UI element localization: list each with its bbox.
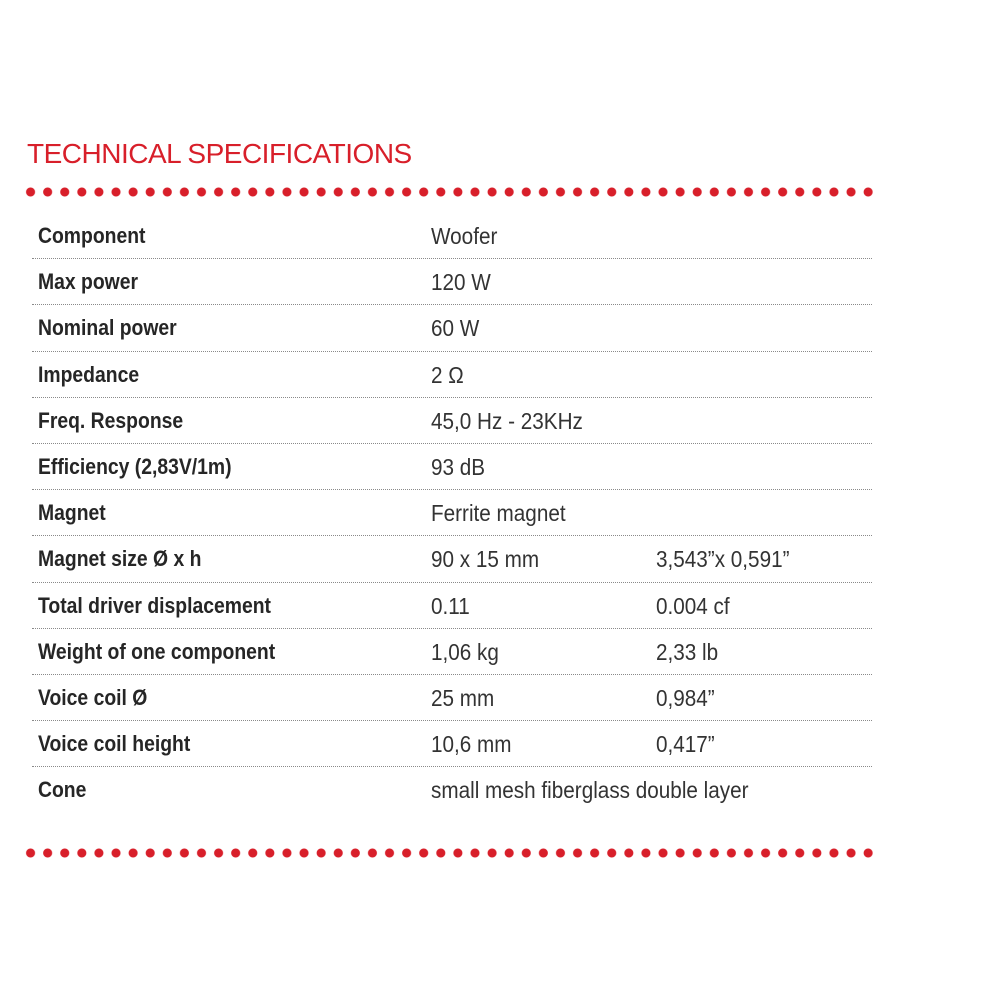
spec-value: 60 W bbox=[431, 315, 480, 342]
spec-row-magnet-size bbox=[32, 536, 872, 582]
spec-label: Component bbox=[38, 223, 146, 248]
dotted-divider-bottom bbox=[22, 847, 874, 859]
spec-value: 93 dB bbox=[431, 453, 486, 480]
spec-label: Cone bbox=[38, 777, 87, 803]
spec-value: small mesh fiberglass double layer bbox=[431, 777, 749, 804]
spec-value: 0.11 bbox=[431, 592, 470, 619]
spec-row-efficiency bbox=[32, 444, 872, 490]
spec-label: Magnet bbox=[38, 500, 106, 526]
spec-value: 10,6 mm bbox=[431, 731, 512, 758]
dotted-divider-top bbox=[22, 186, 874, 198]
spec-row-weight bbox=[32, 629, 872, 675]
spec-value: 90 x 15 mm bbox=[431, 546, 540, 573]
spec-value: 120 W bbox=[431, 269, 491, 296]
spec-imperial-value: 3,543”x 0,591” bbox=[656, 546, 790, 573]
spec-row-nominal-power bbox=[32, 305, 872, 351]
spec-row-cone bbox=[32, 767, 872, 813]
spec-value: 45,0 Hz - 23KHz bbox=[431, 407, 583, 434]
spec-label: Weight of one component bbox=[38, 638, 276, 664]
spec-value: Ferrite magnet bbox=[431, 500, 566, 527]
spec-row-freq-response bbox=[32, 398, 872, 444]
spec-label: Max power bbox=[38, 269, 139, 295]
spec-row-max-power bbox=[32, 259, 872, 305]
spec-label: Magnet size Ø x h bbox=[38, 546, 202, 572]
spec-value: Woofer bbox=[431, 223, 498, 249]
spec-label: Total driver displacement bbox=[38, 592, 271, 618]
spec-label: Voice coil Ø bbox=[38, 684, 148, 710]
spec-value: 1,06 kg bbox=[431, 638, 499, 665]
spec-label: Impedance bbox=[38, 361, 140, 387]
spec-label: Voice coil height bbox=[38, 731, 191, 757]
spec-imperial-value: 0,984” bbox=[656, 684, 715, 711]
spec-value: 2 Ω bbox=[431, 361, 464, 388]
spec-row-component bbox=[32, 213, 872, 259]
spec-row-displacement bbox=[32, 583, 872, 629]
spec-imperial-value: 0,417” bbox=[656, 731, 715, 758]
spec-row-impedance bbox=[32, 352, 872, 398]
spec-imperial-value: 2,33 lb bbox=[656, 638, 719, 665]
spec-row-magnet bbox=[32, 490, 872, 536]
spec-label: Efficiency (2,83V/1m) bbox=[38, 453, 232, 479]
section-title: TECHNICAL SPECIFICATIONS bbox=[27, 138, 412, 169]
spec-label: Nominal power bbox=[38, 315, 177, 341]
spec-row-voice-coil-height bbox=[32, 721, 872, 767]
spec-row-voice-coil bbox=[32, 675, 872, 721]
spec-value: 25 mm bbox=[431, 684, 495, 711]
spec-imperial-value: 0.004 cf bbox=[656, 592, 730, 619]
spec-table bbox=[32, 213, 872, 813]
spec-label: Freq. Response bbox=[38, 407, 184, 433]
